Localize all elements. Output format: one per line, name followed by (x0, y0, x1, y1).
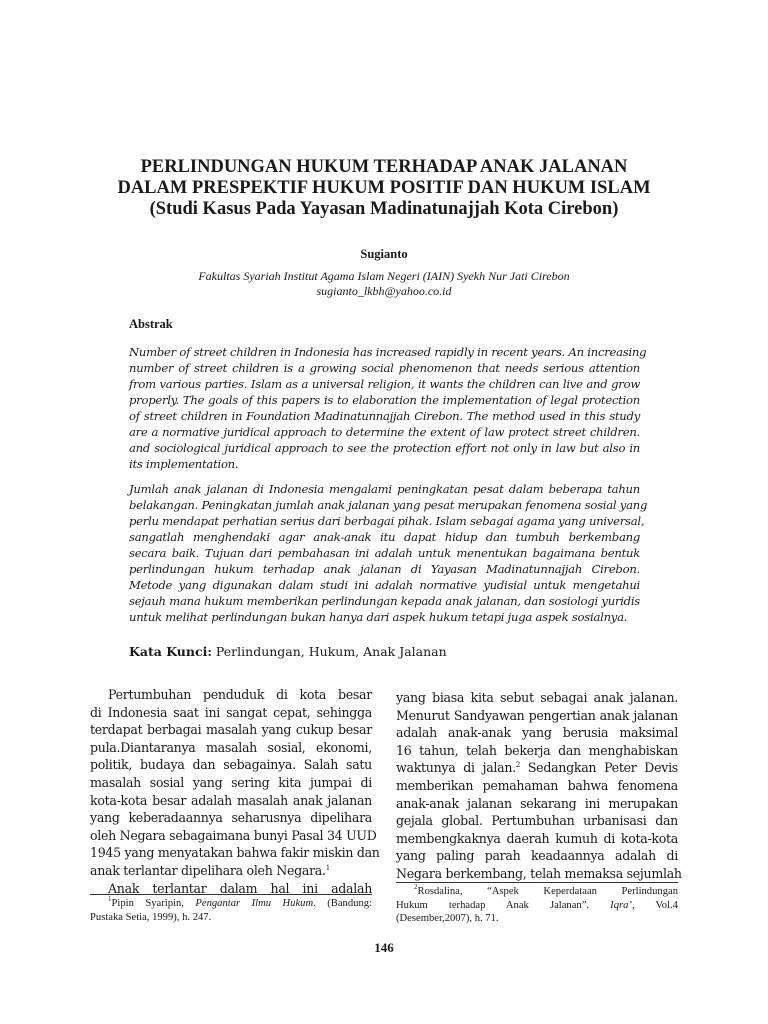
page-number: 146 (374, 940, 394, 955)
abstract-en-line: number of street children is a growing social phenomenon that needs serious attention (129, 361, 640, 375)
keywords-label: Kata Kunci: (129, 644, 212, 659)
abstract-indonesian (129, 481, 648, 625)
abstract-en-line: its implementation. (129, 457, 239, 471)
abstract-en-line: properly. The goals of this papers is to elaboration the implementation of legal protection (129, 393, 640, 407)
body-line: Negara berkembang, telah memaksa sejumlah (396, 865, 682, 881)
body-line: 16 tahun, telah bekerja dan menghabiskan (396, 742, 678, 758)
body-line: oleh Negara sebagaimana bunyi Pasal 34 UUD (90, 827, 377, 843)
abstract-id-line: sejauh mana hukum memberikan perlindungan kepada anak jalanan, dan sosiologi yuridis (129, 594, 640, 608)
body-line: membengkaknya daerah kumuh di kota-kota (396, 830, 678, 846)
body-column-left (90, 686, 380, 897)
footnote-1 (90, 897, 372, 924)
footnote-2-volume: Vol.4 (634, 899, 678, 911)
body-line: pula.Diantaranya masalah sosial, ekonomi, (90, 739, 372, 755)
body-line: Menurut Sandyawan pengertian anak jalanan (396, 707, 678, 723)
body-line: gejala global. Pertumbuhan urbanisasi dan (396, 813, 678, 829)
footnote-ref-1[interactable]: 1 (325, 863, 330, 872)
footnote-2-number: 2 (414, 883, 418, 891)
body-line: waktunya di jalan. (396, 760, 516, 776)
title-line-1: PERLINDUNGAN HUKUM TERHADAP ANAK JALANAN (140, 157, 628, 177)
footnote-2 (396, 885, 678, 926)
footnote-rule-right (396, 882, 678, 883)
author-affiliation-block (0, 269, 768, 299)
abstract-id-line: Jumlah anak jalanan di Indonesia mengalami peningkatan pesat dalam beberapa tahun (129, 482, 640, 496)
abstract-id-line: secara baik. Tujuan dari pembahasan ini adalah untuk menentukan bagaimana bentuk (129, 546, 640, 560)
body-line: memberikan pemahaman bahwa fenomena (396, 777, 678, 793)
footnote-1-book-title: Pengantar Ilmu Hukum (195, 898, 314, 909)
footnote-2-journal: Iqra’, (610, 899, 635, 911)
abstract-id-line: Metode yang digunakan dalam studi ini adalah normative yudisial untuk mengetahui (129, 578, 640, 592)
abstract-en-line: are a normative juridical approach to determine the extent of law protect street children. (129, 425, 640, 439)
footnote-1-publisher: . (Bandung: (313, 898, 372, 909)
body-line: di Indonesia saat ini sangat cepat, sehingga (90, 704, 372, 720)
body-line: yang biasa kita sebut sebagai anak jalanan. (396, 690, 678, 705)
body-line-with-footnote (90, 862, 372, 880)
abstract-heading: Abstrak (129, 317, 173, 331)
footnote-2-text: Rosdalina, “Aspek Keperdataan Perlindungan (417, 886, 678, 897)
footnote-2-line-2 (396, 899, 678, 913)
footnote-2-line-3: (Desember,2007), h. 71. (396, 913, 499, 924)
body-line: masalah sosial yang sering kita jumpai di (90, 774, 372, 790)
body-line: politik, budaya dan sebagainya. Salah satu (90, 757, 372, 773)
body-line: 1945 yang menyatakan bahwa fakir miskin dan (90, 845, 380, 861)
paper-title (60, 157, 708, 220)
body-line: Anak terlantar dalam hal ini adalah (108, 880, 372, 896)
footnote-2-article: Hukum terhadap Anak Jalanan”. (396, 899, 611, 911)
keywords-value: Perlindungan, Hukum, Anak Jalanan (215, 644, 447, 659)
abstract-english (129, 344, 647, 472)
body-line-with-footnote (396, 759, 678, 777)
keywords (129, 644, 447, 659)
abstract-id-line: perlindungan hukum terhadap anak jalanan di Yayasan Madinatunnajjah Cirebon. (129, 562, 640, 576)
footnote-1-line-1 (90, 897, 372, 911)
abstract-id-line: belakangan. Peningkatan jumlah anak jalanan yang pesat merupakan fenomena sosial yang (129, 498, 648, 512)
body-line: kota-kota besar adalah masalah anak jalanan (90, 792, 372, 808)
footnote-rule-left (90, 894, 372, 895)
body-line: yang paling parah keadaannya adalah di (396, 848, 678, 864)
footnote-1-number: 1 (108, 895, 112, 903)
body-line: anak-anak jalanan sekarang ini merupakan (396, 795, 678, 811)
footnote-1-author: Pipin Syaripin, (111, 898, 196, 909)
body-line: adalah anak-anak yang berusia maksimal (396, 725, 678, 741)
footnote-1-line-2: Pustaka Setia, 1999), h. 247. (90, 911, 212, 923)
abstract-en-line: and sociological juridical approach to see the protection effort not only in law but also in (129, 441, 640, 455)
body-line: terdapat berbagai masalah yang cukup besar (90, 722, 372, 738)
footnote-2-line-1 (396, 885, 678, 899)
body-column-right (396, 689, 682, 883)
title-line-2: DALAM PRESPEKTIF HUKUM POSITIF DAN HUKUM ISLAM (117, 178, 651, 198)
title-subtitle: (Studi Kasus Pada Yayasan Madinatunajjah Kota Cirebon) (149, 199, 619, 219)
abstract-id-line: perlu mendapat perhatian serius dari berbagai pihak. Islam sebagai agama yang universal, (129, 514, 645, 528)
author-email: sugianto_lkbh@yahoo.co.id (316, 284, 452, 298)
abstract-id-line: untuk melihat perlindungan bukan hanya dari aspek hukum tetapi juga aspek sosialnya. (129, 610, 628, 624)
author-name: Sugianto (360, 247, 408, 261)
footnote-ref-2[interactable]: 2 (515, 761, 521, 770)
body-line: anak terlantar dipelihara oleh Negara. (90, 862, 326, 878)
author-affiliation: Fakultas Syariah Institut Agama Islam Negeri (IAIN) Syekh Nur Jati Cirebon (198, 269, 570, 283)
body-line: yang keberadaannya seharusnya dipelihara (90, 810, 372, 826)
abstract-en-line: Number of street children in Indonesia has increased rapidly in recent years. An increasing (129, 345, 647, 359)
abstract-en-line: from various parties. Islam as a universal religion, it wants the children can live and grow (129, 377, 640, 391)
body-line: Sedangkan Peter Devis (527, 760, 678, 776)
abstract-en-line: of street children in Foundation Madinatunnajjah Cirebon. The method used in this study (129, 409, 640, 423)
body-line: Pertumbuhan penduduk di kota besar (108, 687, 372, 702)
abstract-id-line: sangatlah menghendaki agar anak-anak itu dapat hidup dan tumbuh berkembang (129, 530, 640, 544)
